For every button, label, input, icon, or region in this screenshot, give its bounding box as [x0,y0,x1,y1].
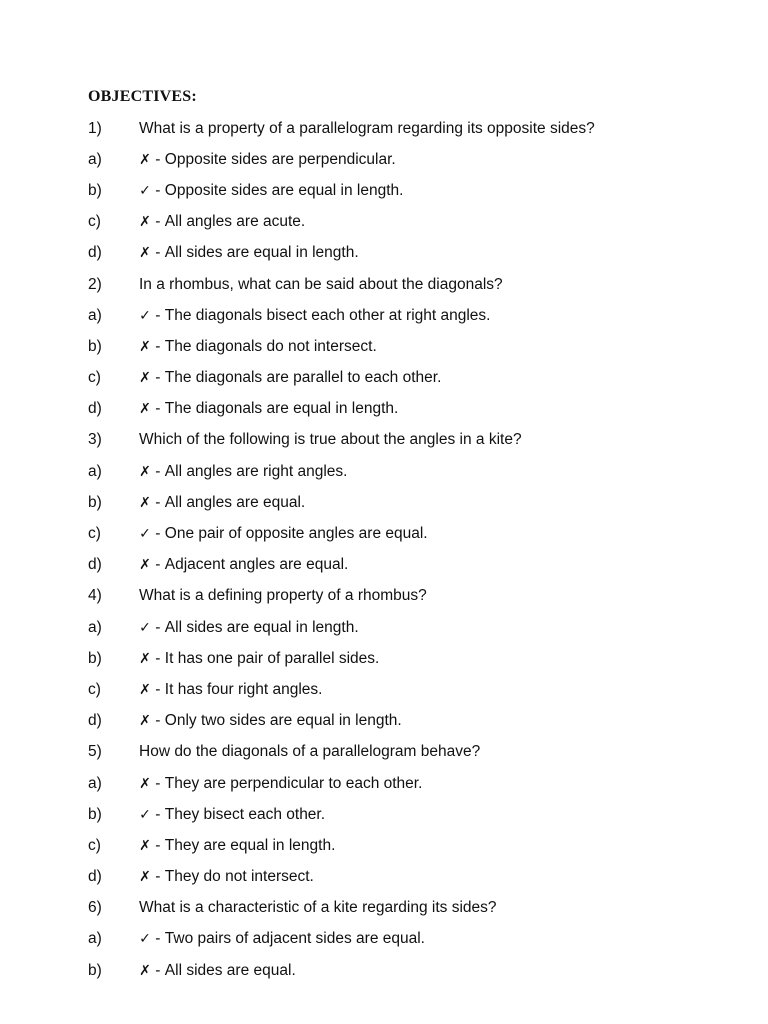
option-letter: b) [88,337,102,355]
separator-dash: - [151,712,165,730]
option-letter: b) [88,805,102,823]
separator-dash: - [151,244,165,262]
check-mark-icon: ✓ [139,182,151,199]
question-number: 5) [88,743,102,761]
check-mark-icon: ✓ [139,806,151,823]
cross-mark-icon: ✗ [139,338,151,355]
separator-dash: - [151,680,165,698]
option-line [88,768,728,799]
separator-dash: - [151,618,165,636]
option-text: Adjacent angles are equal. [164,556,349,574]
option-text: Opposite sides are perpendicular. [164,150,396,168]
option-line [88,394,728,425]
option-text: They bisect each other. [164,805,326,823]
option-letter: a) [88,462,102,480]
option-text: Opposite sides are equal in length. [164,181,404,199]
question-number: 2) [88,275,102,293]
option-text: All sides are equal. [164,961,296,979]
separator-dash: - [151,525,165,543]
option-letter: a) [88,618,102,636]
option-line [88,862,728,893]
option-letter: d) [88,400,102,418]
option-text: They are perpendicular to each other. [164,774,423,792]
option-letter: a) [88,930,102,948]
option-line [88,550,728,581]
separator-dash: - [151,774,165,792]
option-line [88,238,728,269]
cross-mark-icon: ✗ [139,463,151,480]
option-line [88,363,728,394]
option-text: All angles are equal. [164,493,306,511]
question-line [88,425,728,456]
cross-mark-icon: ✗ [139,245,151,262]
separator-dash: - [151,213,165,231]
option-text: The diagonals are equal in length. [164,400,399,418]
option-text: They do not intersect. [164,868,314,886]
option-letter: d) [88,868,102,886]
separator-dash: - [151,400,165,418]
option-text: The diagonals are parallel to each other. [164,369,442,387]
question-text: What is a property of a parallelogram regarding its opposite sides? [139,119,595,137]
option-text: It has one pair of parallel sides. [164,649,380,667]
option-letter: d) [88,556,102,574]
option-line [88,674,728,705]
question-number: 4) [88,587,102,605]
separator-dash: - [151,836,165,854]
option-text: The diagonals bisect each other at right angles. [164,306,491,324]
option-letter: a) [88,774,102,792]
option-text: Only two sides are equal in length. [164,712,402,730]
option-line [88,612,728,643]
option-line [88,799,728,830]
cross-mark-icon: ✗ [139,962,151,979]
option-letter: c) [88,213,101,231]
option-line [88,643,728,674]
option-line [88,456,728,487]
separator-dash: - [151,150,165,168]
cross-mark-icon: ✗ [139,494,151,511]
option-line [88,518,728,549]
option-text: Two pairs of adjacent sides are equal. [164,930,425,948]
question-text: How do the diagonals of a parallelogram behave? [139,743,481,761]
option-letter: b) [88,649,102,667]
cross-mark-icon: ✗ [139,713,151,730]
option-line [88,830,728,861]
separator-dash: - [151,649,165,667]
check-mark-icon: ✓ [139,931,151,948]
cross-mark-icon: ✗ [139,557,151,574]
option-line [88,955,728,986]
option-letter: b) [88,181,102,199]
option-line [88,487,728,518]
option-letter: c) [88,525,101,543]
option-text: The diagonals do not intersect. [164,337,377,355]
question-text: In a rhombus, what can be said about the diagonals? [139,275,503,293]
question-number: 1) [88,119,102,137]
option-letter: b) [88,961,102,979]
option-text: All angles are right angles. [164,462,348,480]
cross-mark-icon: ✗ [139,214,151,231]
separator-dash: - [151,556,165,574]
question-text: What is a defining property of a rhombus? [139,587,427,605]
option-letter: c) [88,680,101,698]
separator-dash: - [151,181,165,199]
option-line [88,144,728,175]
separator-dash: - [151,306,165,324]
cross-mark-icon: ✗ [139,681,151,698]
question-number: 6) [88,899,102,917]
question-line [88,113,728,144]
separator-dash: - [151,337,165,355]
cross-mark-icon: ✗ [139,650,151,667]
separator-dash: - [151,868,165,886]
cross-mark-icon: ✗ [139,370,151,387]
question-line [88,269,728,300]
option-letter: a) [88,150,102,168]
check-mark-icon: ✓ [139,619,151,636]
option-text: They are equal in length. [164,836,336,854]
question-number: 3) [88,431,102,449]
cross-mark-icon: ✗ [139,401,151,418]
option-text: All angles are acute. [164,213,306,231]
option-line [88,706,728,737]
separator-dash: - [151,369,165,387]
objectives-heading: OBJECTIVES: [88,88,197,105]
option-text: All sides are equal in length. [164,244,359,262]
check-mark-icon: ✓ [139,526,151,543]
option-line [88,175,728,206]
question-text: What is a characteristic of a kite regarding its sides? [139,899,497,917]
separator-dash: - [151,462,165,480]
option-text: One pair of opposite angles are equal. [164,525,428,543]
option-letter: c) [88,836,101,854]
option-line [88,300,728,331]
separator-dash: - [151,805,165,823]
option-letter: b) [88,493,102,511]
question-text: Which of the following is true about the angles in a kite? [139,431,522,449]
cross-mark-icon: ✗ [139,151,151,168]
cross-mark-icon: ✗ [139,837,151,854]
option-line [88,924,728,955]
question-list [88,113,728,986]
cross-mark-icon: ✗ [139,775,151,792]
question-line [88,581,728,612]
option-letter: d) [88,244,102,262]
option-letter: d) [88,712,102,730]
option-line [88,207,728,238]
check-mark-icon: ✓ [139,307,151,324]
option-letter: c) [88,369,101,387]
option-letter: a) [88,306,102,324]
option-line [88,331,728,362]
separator-dash: - [151,493,165,511]
question-line [88,893,728,924]
separator-dash: - [151,961,165,979]
option-text: It has four right angles. [164,680,323,698]
question-line [88,737,728,768]
cross-mark-icon: ✗ [139,869,151,886]
separator-dash: - [151,930,165,948]
option-text: All sides are equal in length. [164,618,359,636]
